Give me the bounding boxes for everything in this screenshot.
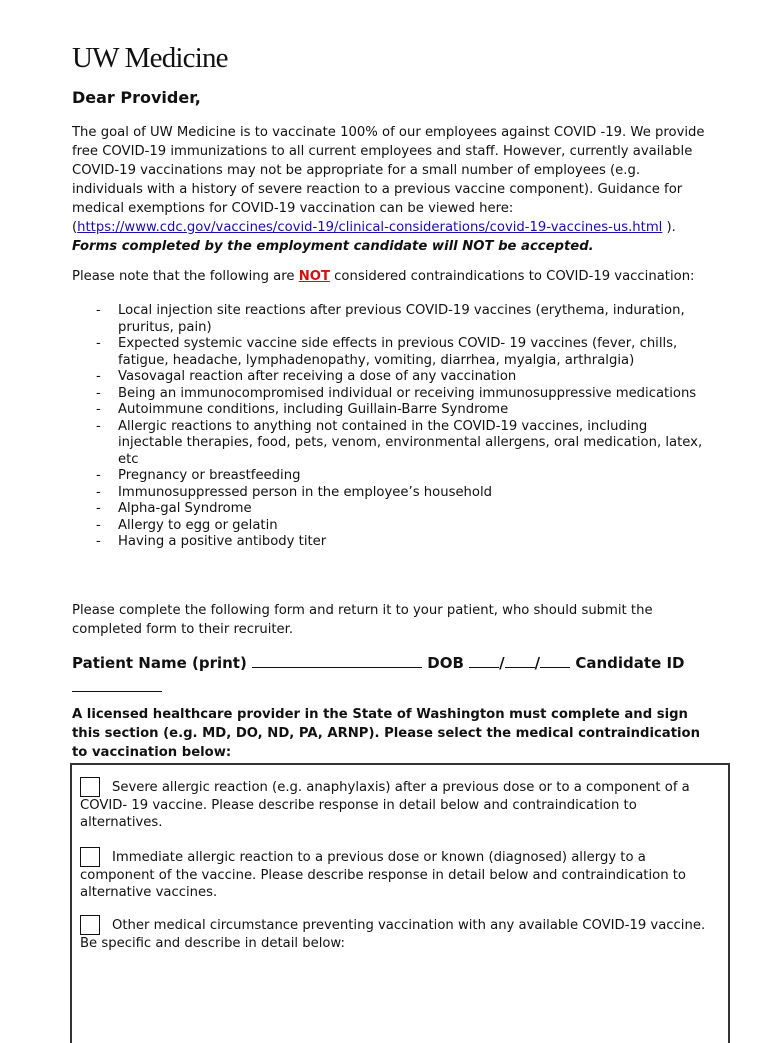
list-item: - Allergy to egg or gelatin — [96, 517, 278, 533]
option-severe-allergic: Severe allergic reaction (e.g. anaphylaxis) after a previous dose or to a component of a COVID- 19 vaccine. Please describe response in detail below and contraindication to alternatives. — [80, 777, 720, 831]
bullet-dash: - — [96, 517, 101, 533]
intro-paragraph — [72, 123, 712, 256]
list-item: - Alpha-gal Syndrome — [96, 501, 252, 516]
list-item: - Local injection site reactions after previous COVID-19 vaccines (erythema, induration, pruritus, pain) — [96, 303, 685, 335]
bullet-dash: - — [96, 369, 101, 384]
note-prefix: Please note that the following are — [72, 269, 299, 284]
bullet-dash: - — [96, 468, 101, 483]
bullet-dash: - — [96, 501, 101, 516]
instructions-paragraph: Please complete the following form and return it to your patient, who should submit the completed form to their recruiter. — [72, 603, 653, 637]
checkbox-severe-allergic[interactable] — [80, 777, 100, 797]
list-item: - Pregnancy or breastfeeding — [96, 468, 301, 483]
dob-year-field[interactable] — [540, 653, 570, 668]
patient-name-field[interactable] — [252, 653, 422, 668]
checkbox-other-circumstance[interactable] — [80, 915, 100, 935]
option-immediate-allergic: Immediate allergic reaction to a previous dose or known (diagnosed) allergy to a component of the vaccine. Please describe response in detail below and contraindication to alternative vaccines. — [80, 847, 720, 901]
uw-medicine-logo: UW Medicine — [72, 42, 228, 74]
list-item: - Vasovagal reaction after receiving a dose of any vaccination — [96, 369, 517, 384]
cdc-guidance-link[interactable]: https://www.cdc.gov/vaccines/covid-19/clinical-considerations/covid-19-vaccines-us.html — [77, 220, 663, 235]
candidate-warning: Forms completed by the employment candidate will NOT be accepted. — [72, 239, 594, 254]
bullet-dash: - — [96, 534, 101, 549]
list-item: - Allergic reactions to anything not contained in the COVID-19 vaccines, including injectable therapies, food, pets, venom, environmental allergens, oral medication, latex, etc — [96, 418, 703, 467]
dob-month-field[interactable] — [469, 653, 499, 668]
list-item: - Immunosuppressed person in the employee’s household — [96, 484, 493, 500]
dob-day-field[interactable] — [505, 653, 535, 668]
provider-section-heading: A licensed healthcare provider in the State of Washington must complete and sign this section (e.g. MD, DO, ND, PA, ARNP). Please select the medical contraindication to vaccination below: — [72, 707, 700, 760]
patient-info-line — [72, 651, 732, 699]
bullet-dash: - — [96, 402, 101, 417]
intro-text: The goal of UW Medicine is to vaccinate 100% of our employees against COVID -19. We provide free COVID-19 immunizations to all current employees and staff. However, currently available COVID-19 vaccinations may not be appropriate for a small number of employees (e.g. individuals with a history of severe reaction to a previous vaccine component). Guidance for medical exemptions for COVID-19 vaccination can be viewed here: ( — [72, 125, 705, 235]
bullet-dash: - — [96, 418, 101, 434]
not-emphasis: NOT — [298, 269, 330, 284]
patient-name-label: Patient Name (print) — [72, 654, 247, 672]
option-other-circumstance: Other medical circumstance preventing vaccination with any available COVID-19 vaccine. Be specific and describe in detail below: — [80, 915, 720, 952]
bullet-dash: - — [96, 303, 101, 318]
dob-separator: / — [499, 654, 505, 672]
note-paragraph — [72, 269, 712, 286]
dob-separator: / — [534, 654, 541, 672]
bullet-dash: - — [96, 385, 101, 401]
intro-after-link: ). — [662, 220, 676, 235]
greeting: Dear Provider, — [72, 88, 201, 107]
list-item: - Being an immunocompromised individual or receiving immunosuppressive medications — [96, 385, 697, 401]
candidate-id-field[interactable] — [72, 677, 162, 692]
non-contraindication-list — [72, 303, 712, 551]
bullet-dash: - — [96, 484, 101, 500]
candidate-id-label: Candidate ID — [575, 654, 685, 672]
dob-label: DOB — [427, 654, 464, 672]
note-suffix: considered contraindications to COVID-19 vaccination: — [329, 269, 695, 284]
contraindication-box — [70, 763, 730, 1043]
list-item: - Expected systemic vaccine side effects in previous COVID- 19 vaccines (fever, chills, fatigue, headache, lymphadenopathy, vomiting, diarrhea, myalgia, arthralgia) — [96, 336, 678, 368]
bullet-dash: - — [96, 336, 101, 351]
list-item: - Autoimmune conditions, including Guillain-Barre Syndrome — [96, 402, 509, 417]
list-item: - Having a positive antibody titer — [96, 534, 327, 549]
checkbox-immediate-allergic[interactable] — [80, 847, 100, 867]
